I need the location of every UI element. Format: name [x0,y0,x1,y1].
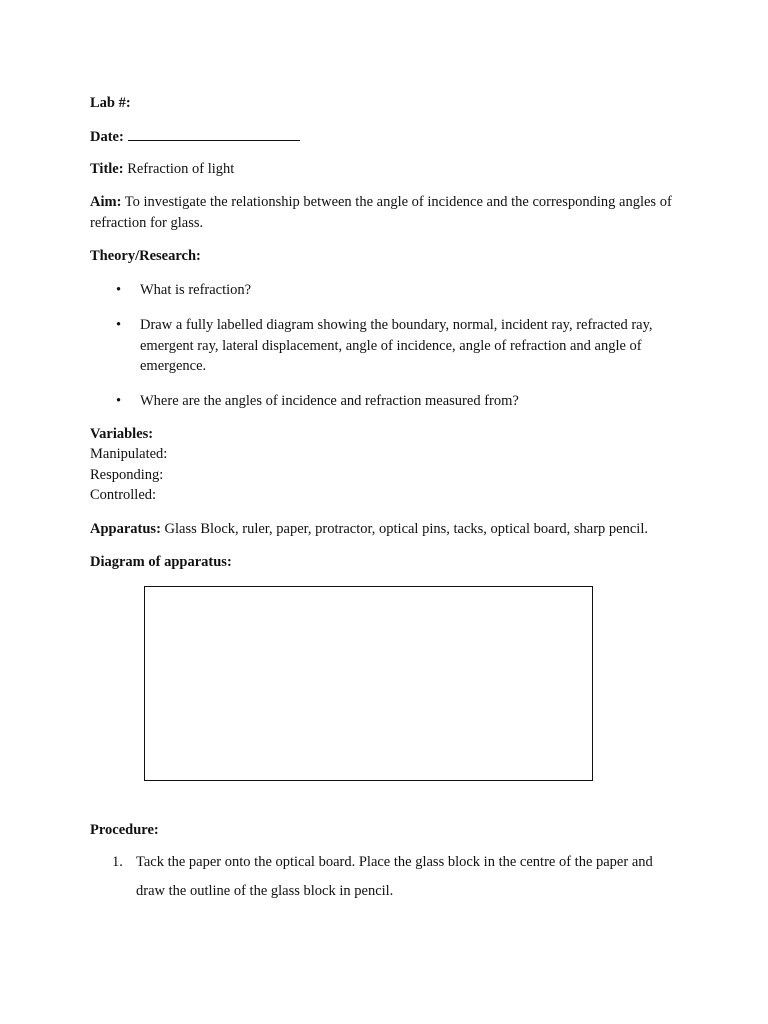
apparatus-label: Apparatus: [90,521,161,537]
apparatus-value: Glass Block, ruler, paper, protractor, optical pins, tacks, optical board, sharp pencil. [164,521,648,537]
aim-value: To investigate the relationship between the angle of incidence and the corresponding angles of refraction for glass. [90,194,672,231]
theory-bullet-text: Draw a fully labelled diagram showing the boundary, normal, incident ray, refracted ray, emergent ray, lateral displacement, angle of incidence, angle of refraction and angle of emergence. [140,317,653,374]
title-label: Title: [90,161,124,177]
bullet-icon: • [116,282,122,298]
step-text: Tack the paper onto the optical board. Place the glass block in the centre of the paper and draw the outline of the glass block in pencil. [136,854,653,899]
bullet-icon: • [116,317,122,333]
procedure-heading: Procedure: [90,822,159,838]
title-value: Refraction of light [127,161,235,177]
diagram-drawing-box[interactable] [144,586,593,781]
theory-heading: Theory/Research: [90,248,201,264]
apparatus-line [90,519,648,540]
variable-responding: Responding: [90,467,164,483]
diagram-heading: Diagram of apparatus: [90,554,232,570]
variable-manipulated: Manipulated: [90,446,168,462]
date-blank-field[interactable] [128,126,300,141]
aim-label: Aim: [90,194,122,210]
variable-controlled: Controlled: [90,487,157,503]
bullet-icon: • [116,393,122,409]
title-line [90,159,234,180]
date-line [90,126,300,148]
step-number: 1. [112,854,123,870]
aim-paragraph [90,192,680,233]
variables-heading: Variables: [90,426,154,442]
theory-bullet-text: What is refraction? [140,282,252,298]
theory-bullet-text: Where are the angles of incidence and refraction measured from? [140,393,519,409]
lab-number-label: Lab #: [90,95,131,111]
date-label: Date: [90,129,124,145]
